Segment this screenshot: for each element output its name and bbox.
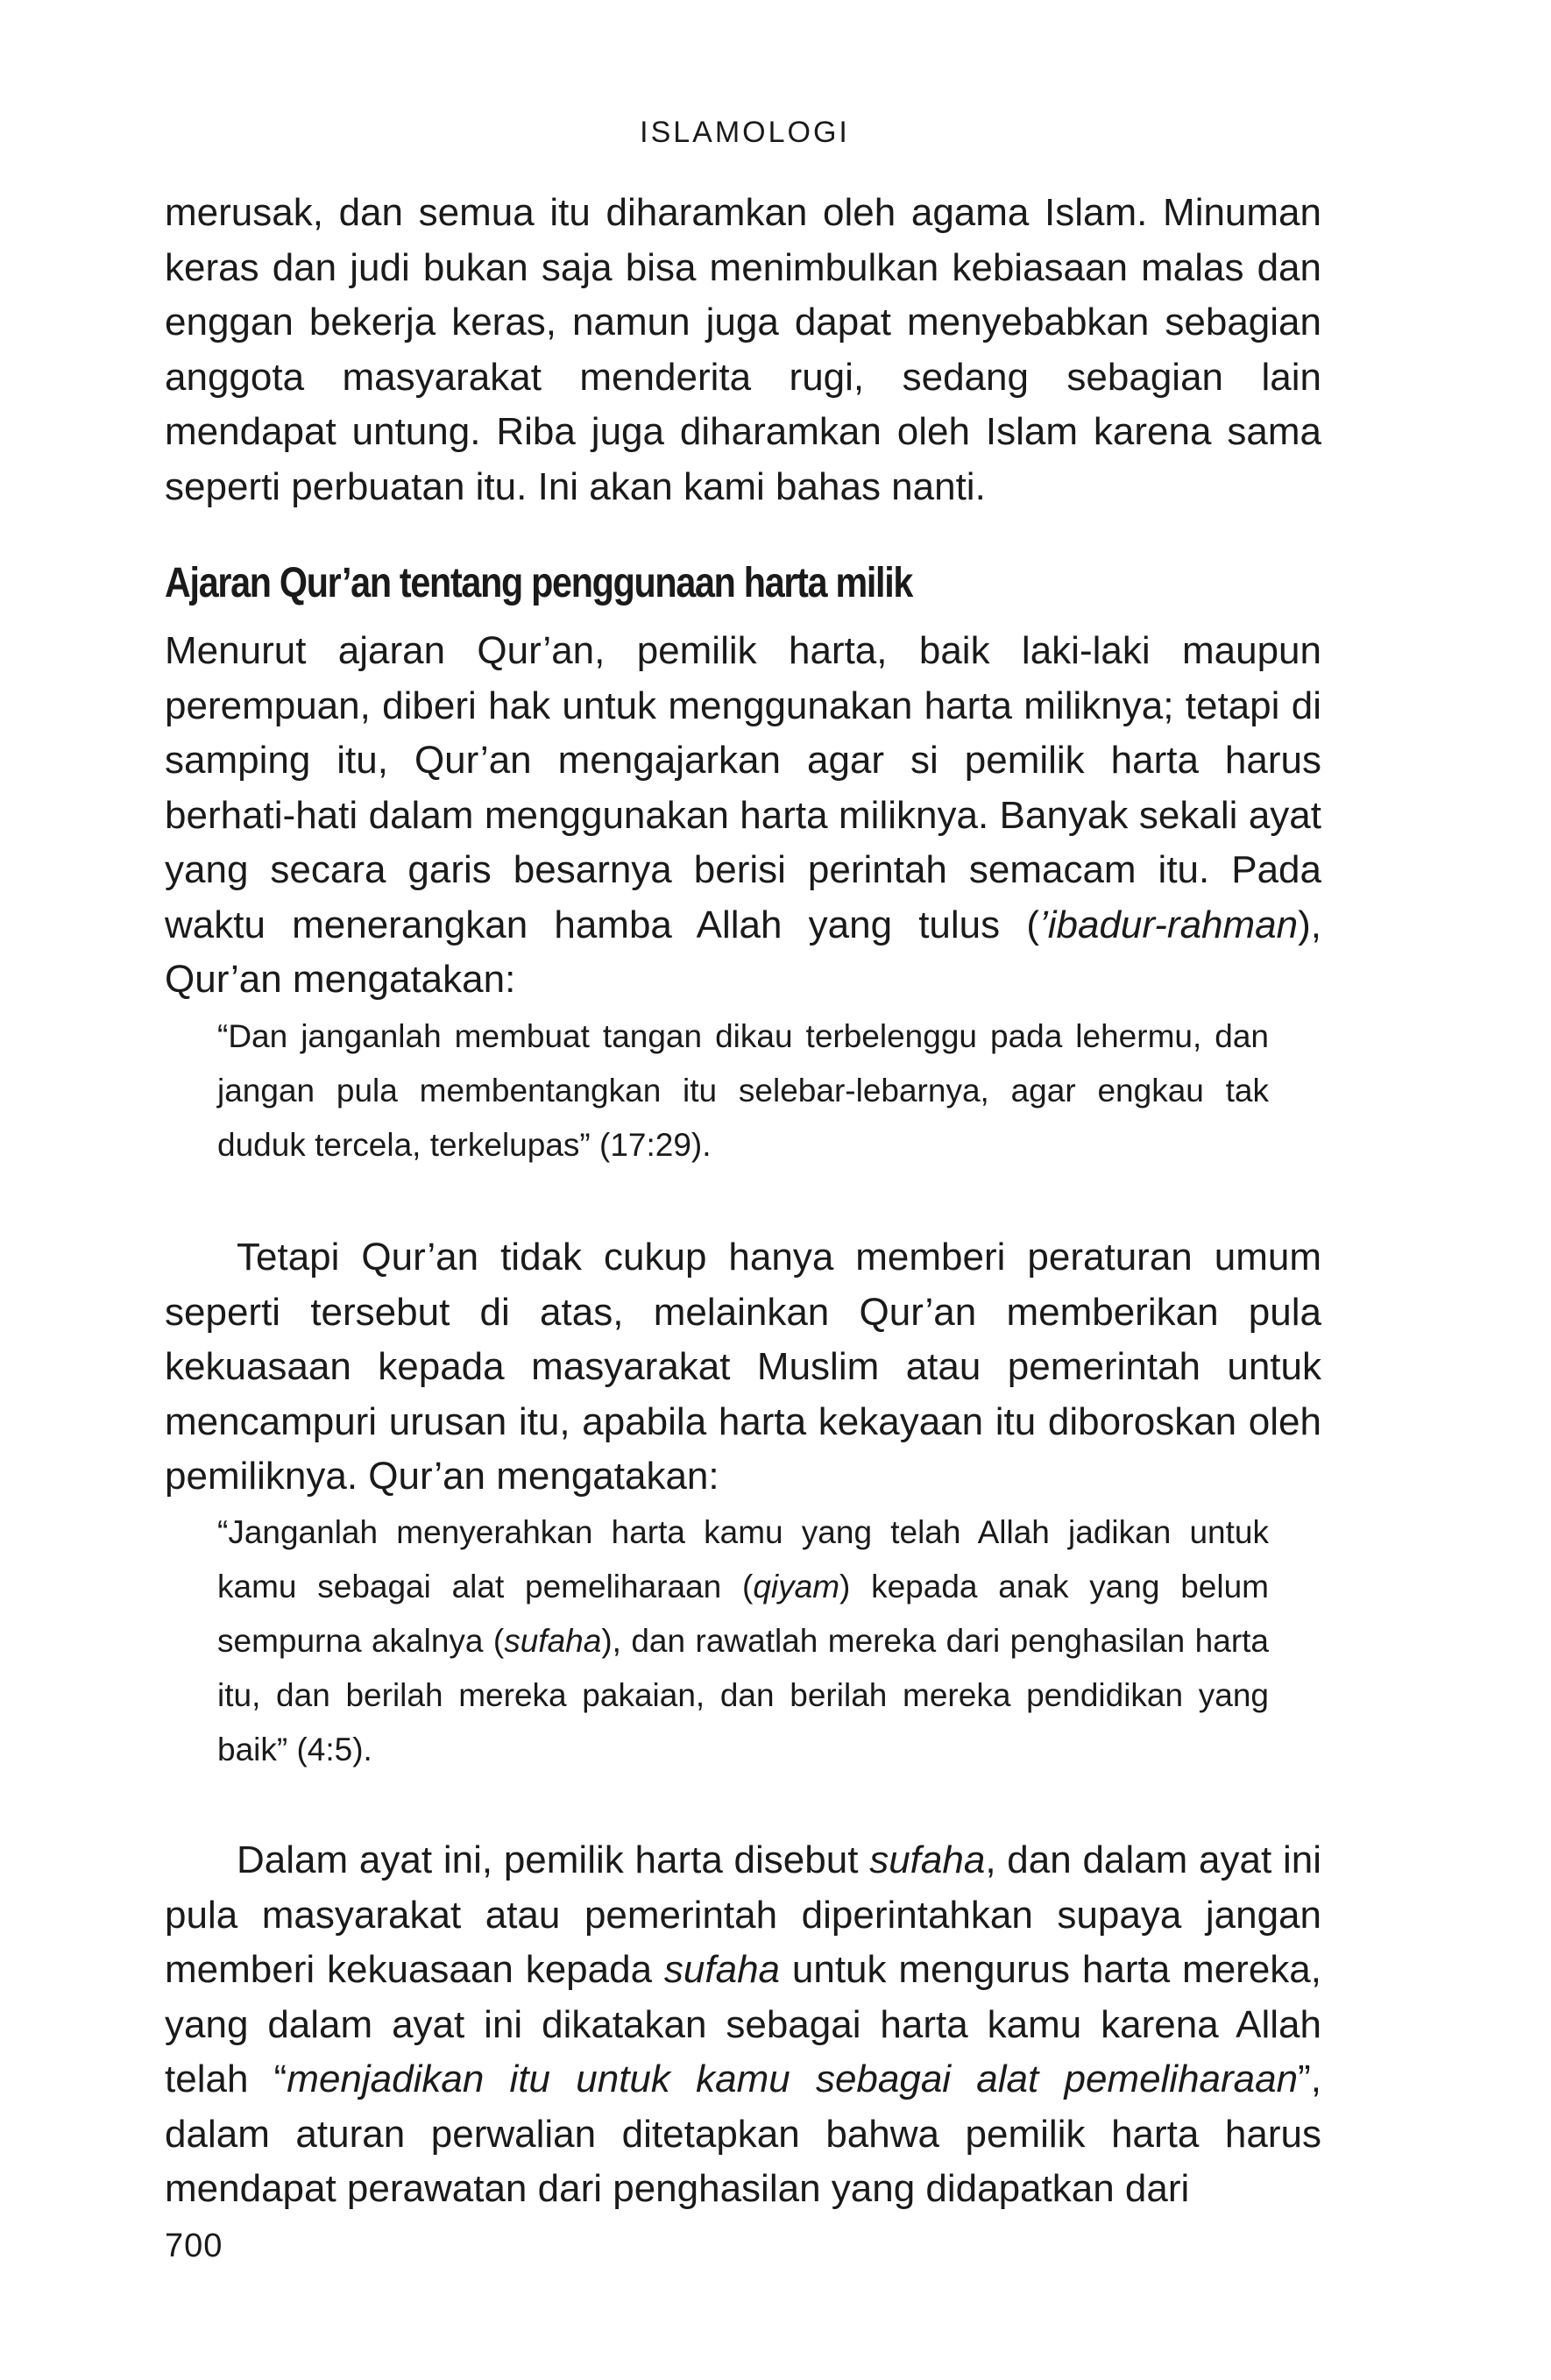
- paragraph-4-text: Dalam ayat ini, pemilik harta disebut sufaha, dan dalam ayat ini pula masyarakat atau pemerintah diperintahkan supaya jangan memberi kekuasaan kepada sufaha untuk mengurus harta mereka, yang dalam ayat ini dikatakan sebagai harta kamu karena Allah telah “menjadikan itu untuk kamu sebagai alat pemeliharaan”, dalam aturan perwalian ditetapkan bahwa pemilik harta harus mendapat perawatan dari penghasilan yang didapatkan dari: [165, 1838, 1322, 2210]
- quote-17-29: [217, 1009, 1269, 1172]
- term-sufaha-1: sufaha: [869, 1838, 986, 1881]
- paragraph-3-text: Tetapi Qur’an tidak cukup hanya memberi peraturan umum seperti tersebut di atas, melainkan Qur’an memberikan pula kekuasaan kepada masyarakat Muslim atau pemerintah untuk mencampuri urusan itu, apabila harta kekayaan itu diboroskan oleh pemiliknya. Qur’an mengatakan:: [165, 1236, 1321, 1498]
- quote-4-5-text: “Janganlah menyerahkan harta kamu yang telah Allah jadikan untuk kamu sebagai alat pemeliharaan (qiyam) kepada anak yang belum sempurna akalnya (sufaha), dan rawatlah mereka dari penghasilan harta itu, dan berilah mereka pakaian, dan berilah mereka pendidikan yang baik” (4:5).: [217, 1514, 1269, 1767]
- paragraph-1: [165, 186, 1321, 514]
- paragraph-3: [165, 1230, 1321, 1505]
- paragraph-1-text: merusak, dan semua itu diharamkan oleh agama Islam. Minuman keras dan judi bukan saja bisa menimbulkan kebiasaan malas dan enggan bekerja keras, namun juga dapat menyebabkan sebagian anggota masyarakat menderita rugi, sedang sebagian lain mendapat untung. Riba juga diharamkan oleh Islam karena sama seperti perbuatan itu. Ini akan kami bahas nanti.: [165, 191, 1321, 508]
- term-sufaha-2: sufaha: [663, 1948, 781, 1991]
- quote-17-29-text: “Dan janganlah membuat tangan dikau terbelenggu pada lehermu, dan jangan pula membentangkan itu selebar-lebarnya, agar engkau tak duduk tercela, terkelupas” (17:29).: [217, 1018, 1269, 1163]
- quote-4-5: [217, 1505, 1269, 1777]
- section-heading: Ajaran Qur’an tentang penggunaan harta milik: [165, 560, 913, 606]
- running-header: ISLAMOLOGI: [640, 116, 850, 149]
- paragraph-4: [165, 1833, 1321, 2217]
- page-number: 700: [165, 2228, 223, 2264]
- term-sufaha: sufaha: [504, 1623, 602, 1659]
- term-qiyam: qiyam: [753, 1569, 840, 1604]
- term-ibadur-rahman: ’ibadur-rahman: [1038, 903, 1299, 946]
- paragraph-2-text: Menurut ajaran Qur’an, pemilik harta, baik laki-laki maupun perempuan, diberi hak untuk menggunakan harta miliknya; tetapi di samping itu, Qur’an mengajarkan agar si pemilik harta harus berhati-hati dalam menggunakan harta miliknya. Banyak sekali ayat yang secara garis besarnya berisi perintah semacam itu. Pada waktu menerangkan hamba Allah yang tulus (’ibadur-rahman), Qur’an mengatakan:: [165, 629, 1321, 1001]
- term-pemeliharaan: menjadikan itu untuk kamu sebagai alat pemeliharaan: [287, 2058, 1299, 2100]
- paragraph-2: [165, 624, 1321, 1008]
